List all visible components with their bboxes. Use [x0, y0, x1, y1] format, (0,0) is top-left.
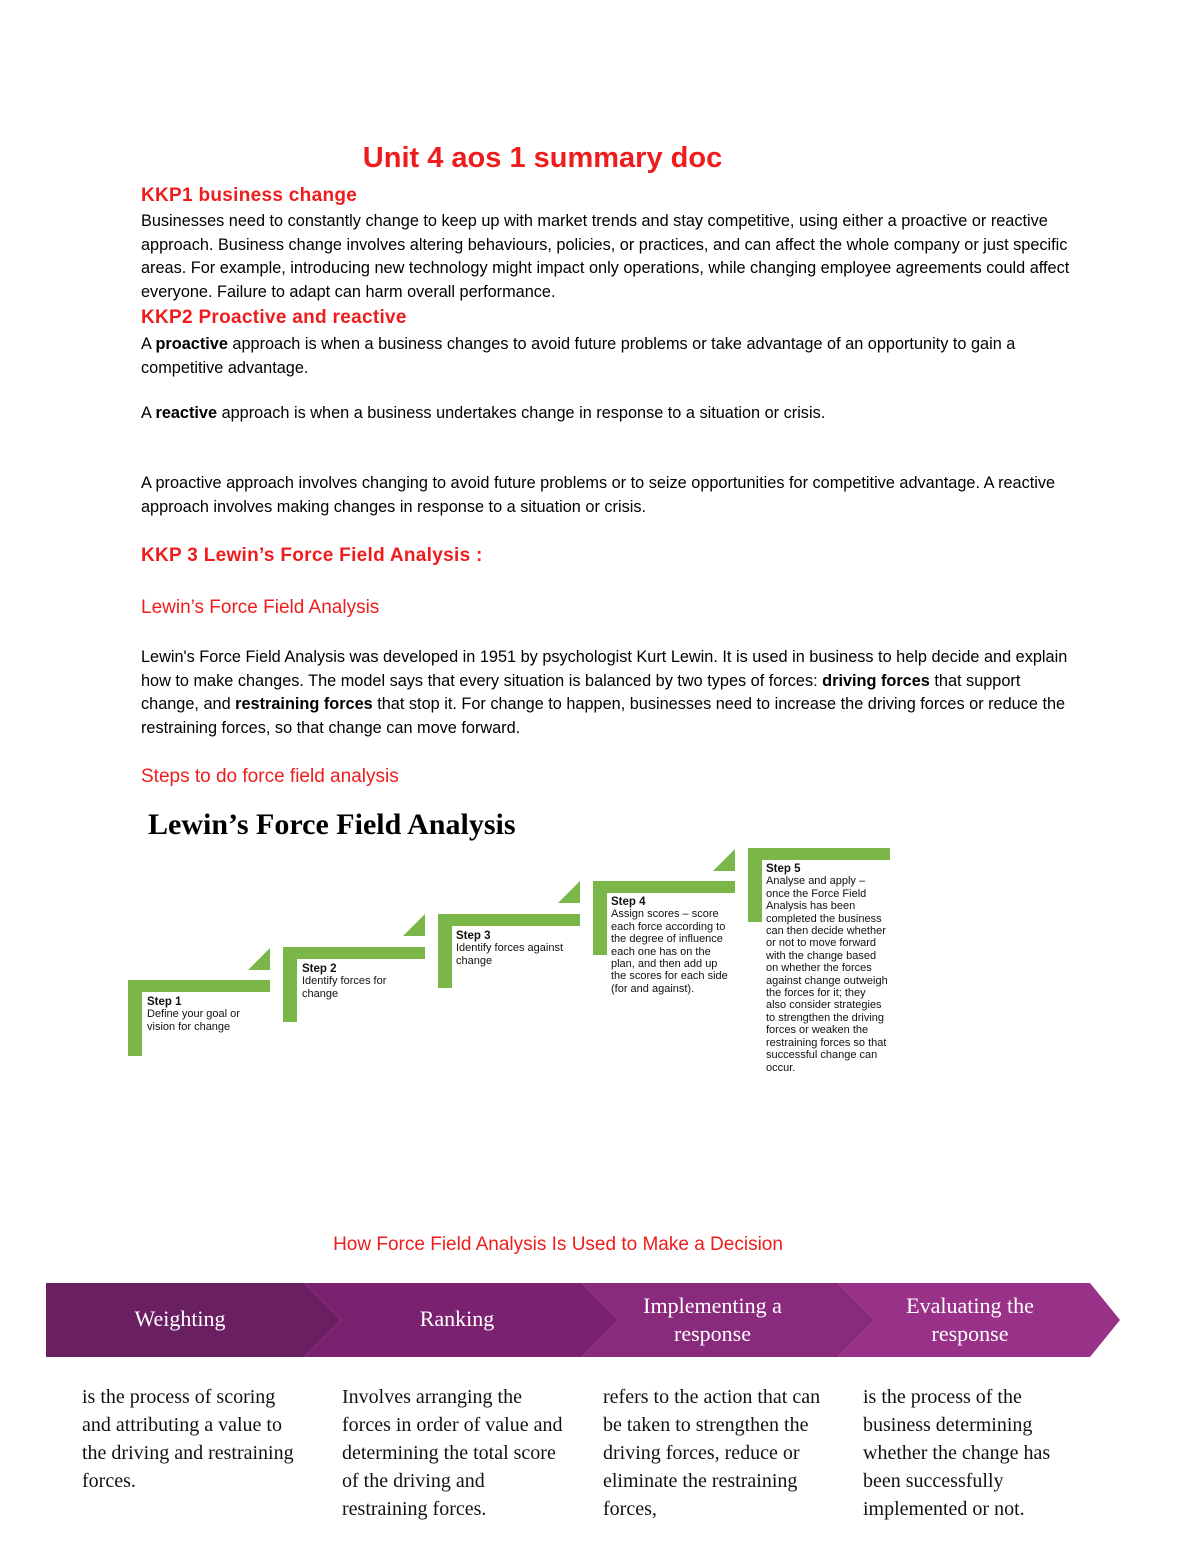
kkp2-heading: KKP2 Proactive and reactive: [141, 307, 407, 328]
kkp3-subheading: Lewin’s Force Field Analysis: [141, 597, 380, 618]
step-4-tread: [593, 881, 735, 893]
step-5-tread: [748, 848, 890, 860]
stage-evaluating-desc: is the process of the business determining whether the change has been successfully implemented or not.: [863, 1386, 1051, 1520]
text-span: approach is when a business undertakes change in response to a situation or crisis.: [217, 404, 826, 422]
kkp3-body: [141, 646, 1071, 740]
step-4-label: Step 4: [611, 896, 646, 908]
steps-heading: Steps to do force field analysis: [141, 766, 399, 787]
text-span: that support change, and: [141, 671, 1021, 713]
step-1-text: Define your goal or vision for change: [147, 1008, 240, 1033]
text-span: A: [141, 404, 156, 422]
step-2-tread: [283, 947, 425, 959]
stage-implementing-desc: refers to the action that can be taken to strengthen the driving forces, reduce or eliminate the restraining forces,: [603, 1386, 821, 1520]
bold-term: restraining forces: [235, 695, 373, 713]
stage-weighting-label: Weighting: [134, 1306, 226, 1331]
kkp1-body: Businesses need to constantly change to keep up with market trends and stay competitive, using either a proactive or reactive approach. Business change involves altering behaviours, policies, or practices, and can affect the whole company or just specific areas. For example, introducing new technology might impact only operations, while changing employee agreements could affect everyone. Failure to adapt can harm overall performance.: [141, 212, 1070, 301]
step-4-box: [611, 896, 733, 995]
document-title: Unit 4 aos 1 summary doc: [362, 142, 723, 174]
step-2-label: Step 2: [302, 963, 337, 975]
text-span: A: [141, 335, 156, 353]
figure-title: Lewin’s Force Field Analysis: [148, 808, 516, 841]
step-1-label: Step 1: [147, 996, 182, 1008]
bold-term: proactive: [155, 335, 228, 353]
step-3-box: [456, 930, 571, 967]
step-3-text: Identify forces against change: [456, 942, 564, 967]
step-4-text: Assign scores – score each force according to the degree of influence each one has on the plan, and then add up the scores for each side (for and against).: [611, 908, 728, 995]
step-1-box: [147, 996, 267, 1033]
step-2-box: [302, 963, 422, 1000]
text-span: that stop it. For change to happen, businesses need to increase the driving forces or reduce the restraining forces, so that change can move forward.: [141, 695, 1066, 737]
bold-term: driving forces: [822, 671, 930, 690]
stage-ranking-label: Ranking: [419, 1306, 495, 1331]
step-1-riser: [128, 980, 142, 1056]
step-3-arrow: [558, 881, 580, 903]
step-1-arrow: [248, 948, 270, 970]
stage-implementing-label: Implementing a response: [643, 1293, 782, 1346]
step-5-text: Analyse and apply – once the Force Field Analysis has been completed the business can then decide whether or not to move forward with the change based on whether the forces against change outweigh the forces for it; they also consider strategies to strengthen the driving forces or weaken the restraining forces so that successful change can occur.: [766, 875, 888, 1074]
step-3-tread: [438, 914, 580, 926]
decision-heading: How Force Field Analysis Is Used to Make a Decision: [333, 1234, 783, 1255]
step-2-riser: [283, 947, 297, 1022]
step-2-arrow: [403, 914, 425, 936]
stage-evaluating-label: Evaluating the response: [906, 1293, 1034, 1346]
step-5-label: Step 5: [766, 863, 801, 875]
kkp2-proactive-paragraph: [141, 333, 1071, 380]
kkp3-heading: KKP 3 Lewin’s Force Field Analysis :: [141, 545, 483, 566]
bold-term: reactive: [155, 404, 218, 422]
kkp1-heading: KKP1 business change: [141, 185, 358, 206]
step-3-riser: [438, 914, 452, 988]
stage-weighting-desc: is the process of scoring and attributing a value to the driving and restraining forces.: [82, 1386, 294, 1492]
step-1-tread: [128, 980, 270, 992]
kkp2-summary-paragraph: A proactive approach involves changing to avoid future problems or to seize opportunities for competitive advantage. A reactive approach involves making changes in response to a situation or crisis.: [141, 474, 1056, 516]
step-5-box: [766, 863, 888, 1074]
step-5-riser: [748, 848, 762, 922]
step-4-riser: [593, 881, 607, 955]
step-4-arrow: [713, 849, 735, 871]
kkp2-reactive-paragraph: [141, 402, 1071, 426]
text-span: Lewin's Force Field Analysis was developed in 1951 by psychologist Kurt Lewin. It is used in business to help decide and explain how to make changes. The model says that every situation is balanced by two types of forces:: [141, 648, 1068, 690]
stage-ranking-desc: Involves arranging the forces in order of value and determining the total score of the driving and restraining forces.: [342, 1386, 563, 1520]
step-3-label: Step 3: [456, 930, 491, 942]
text-span: approach is when a business changes to avoid future problems or take advantage of an opportunity to gain a competitive advantage.: [141, 335, 1016, 377]
step-2-text: Identify forces for change: [302, 975, 387, 1000]
